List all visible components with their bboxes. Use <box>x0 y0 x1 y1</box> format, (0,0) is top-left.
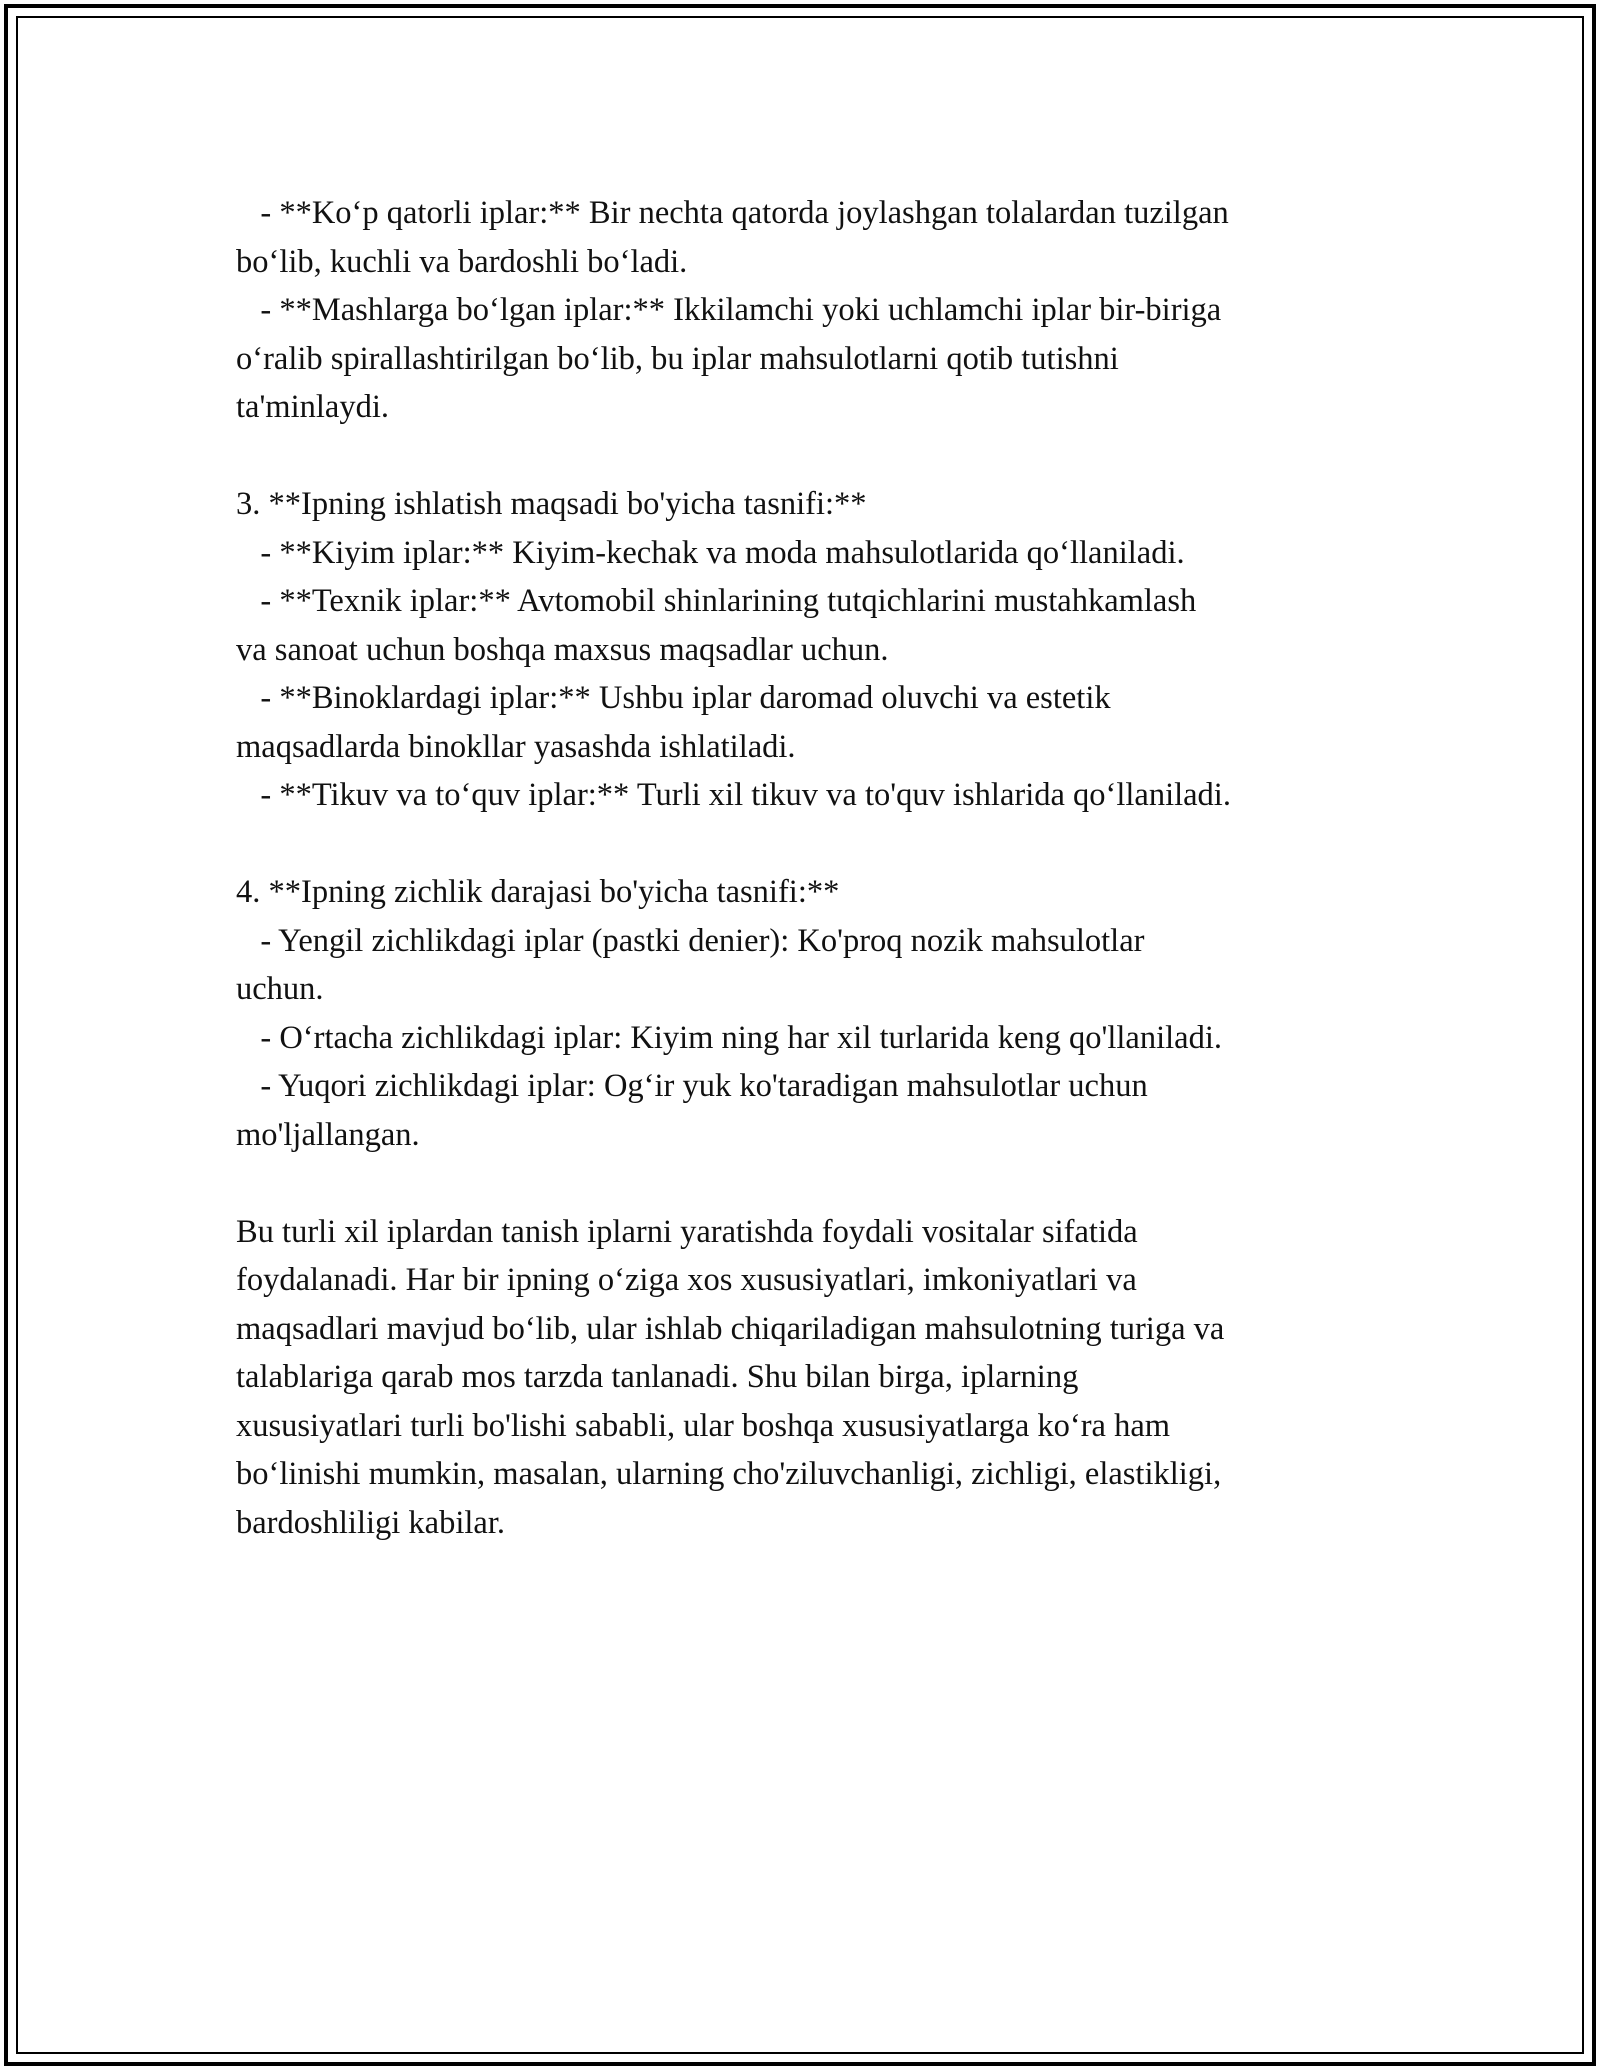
text-line: bo‘linishi mumkin, masalan, ularning cho'ziluvchanligi, zichligi, elastikligi, <box>236 1456 1222 1492</box>
document-body <box>236 189 1376 1547</box>
text-line: - **Kiyim iplar:** Kiyim-kechak va moda mahsulotlarida qo‘llaniladi. <box>236 534 1185 571</box>
text-line: va sanoat uchun boshqa maxsus maqsadlar uchun. <box>236 631 889 668</box>
text-line: maqsadlarda binokllar yasashda ishlatiladi. <box>236 728 796 765</box>
text-line: - Yengil zichlikdagi iplar (pastki denier): Ko'proq nozik mahsulotlar <box>236 922 1145 959</box>
text-line: - **Ko‘p qatorli iplar:** Bir nechta qatorda joylashgan tolalardan tuzilgan <box>236 195 1229 231</box>
text-line: maqsadlari mavjud bo‘lib, ular ishlab chiqariladigan mahsulotning turiga va <box>236 1310 1225 1347</box>
text-line: - **Mashlarga bo‘lgan iplar:** Ikkilamchi yoki uchlamchi iplar bir-biriga <box>236 292 1222 328</box>
text-line: talablariga qarab mos tarzda tanlanadi. Shu bilan birga, iplarning <box>236 1359 1079 1395</box>
text-line: bardoshliligi kabilar. <box>236 1504 505 1541</box>
text-line: mo'ljallangan. <box>236 1116 420 1153</box>
section-heading: 3. **Ipning ishlatish maqsadi bo'yicha tasnifi:** <box>236 486 867 522</box>
text-line: xususiyatlari turli bo'lishi sababli, ular boshqa xususiyatlarga ko‘ra ham <box>236 1407 1171 1444</box>
paragraph-gap <box>236 820 1376 869</box>
text-line: uchun. <box>236 971 324 1007</box>
text-line: - **Tikuv va to‘quv iplar:** Turli xil tikuv va to'quv ishlarida qo‘llaniladi. <box>236 777 1231 813</box>
text-line: bo‘lib, kuchli va bardoshli bo‘ladi. <box>236 243 688 280</box>
text-line: o‘ralib spirallashtirilgan bo‘lib, bu iplar mahsulotlarni qotib tutishni <box>236 340 1119 377</box>
text-line: - **Texnik iplar:** Avtomobil shinlarining tutqichlarini mustahkamlash <box>236 583 1197 619</box>
section-heading: 4. **Ipning zichlik darajasi bo'yicha tasnifi:** <box>236 874 840 910</box>
text-line: ta'minlaydi. <box>236 389 389 425</box>
paragraph-gap <box>236 432 1376 481</box>
text-line: Bu turli xil iplardan tanish iplarni yaratishda foydali vositalar sifatida <box>236 1213 1138 1250</box>
text-line: - **Binoklardagi iplar:** Ushbu iplar daromad oluvchi va estetik <box>236 680 1111 716</box>
text-line: - Yuqori zichlikdagi iplar: Og‘ir yuk ko'taradigan mahsulotlar uchun <box>236 1068 1148 1104</box>
paragraph-gap <box>236 1159 1376 1208</box>
text-line: - O‘rtacha zichlikdagi iplar: Kiyim ning har xil turlarida keng qo'llaniladi. <box>236 1019 1222 1056</box>
text-line: foydalanadi. Har bir ipning o‘ziga xos xususiyatlari, imkoniyatlari va <box>236 1262 1137 1298</box>
